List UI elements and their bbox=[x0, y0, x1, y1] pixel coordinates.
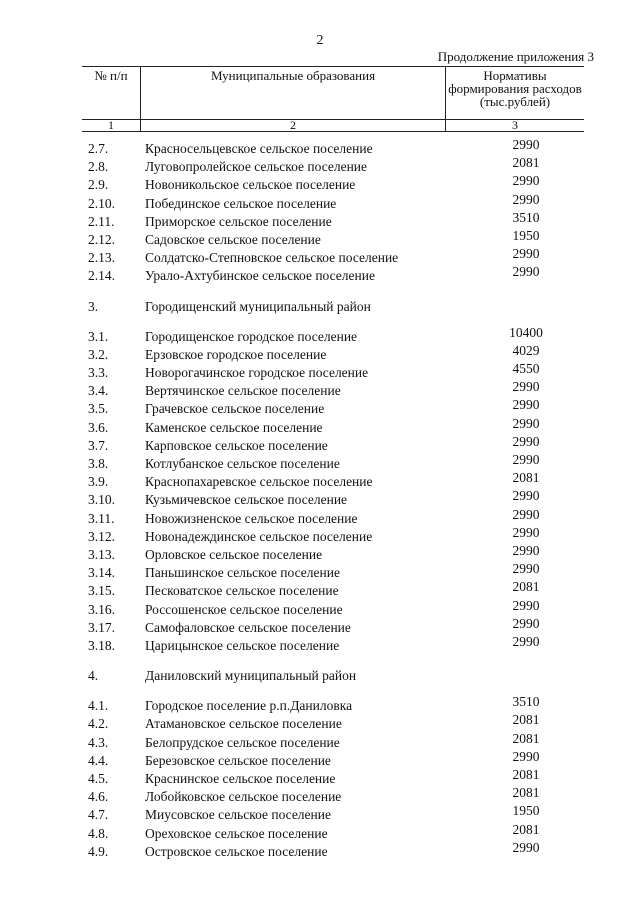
section-number: 4. bbox=[88, 668, 99, 684]
norm-value: 2990 bbox=[512, 137, 540, 152]
row-number: 4.4. bbox=[88, 752, 109, 768]
municipality-name: Городское поселение р.п.Даниловка bbox=[145, 698, 353, 714]
municipality-name: Атамановское сельское поселение bbox=[145, 716, 342, 732]
table-row bbox=[0, 633, 640, 655]
row-number: 3.9. bbox=[88, 474, 109, 490]
section-heading-4 bbox=[0, 667, 640, 685]
municipality-name: Белопрудское сельское поселение bbox=[145, 734, 340, 750]
norm-value: 2990 bbox=[512, 542, 540, 558]
norm-value: 2081 bbox=[512, 470, 540, 486]
row-number: 3.12. bbox=[88, 528, 115, 544]
norm-value: 2990 bbox=[512, 561, 540, 577]
row-number: 4.5. bbox=[88, 771, 109, 786]
row-number: 3.2. bbox=[88, 346, 109, 362]
norm-value: 2081 bbox=[512, 821, 540, 837]
norm-value: 1950 bbox=[512, 803, 540, 819]
norm-value: 2990 bbox=[512, 524, 540, 540]
municipality-name: Березовское сельское поселение bbox=[145, 752, 331, 768]
row-number: 3.18. bbox=[88, 637, 115, 653]
row-number: 3.16. bbox=[88, 601, 115, 617]
norm-value: 2990 bbox=[512, 452, 540, 467]
header-municipality-col: Муниципальные образования bbox=[141, 67, 446, 120]
municipality-name: Новоникольское сельское поселение bbox=[145, 177, 356, 193]
norm-value: 2990 bbox=[512, 191, 540, 207]
municipality-name: Побединское сельское поселение bbox=[145, 195, 337, 211]
municipality-name: Урало-Ахтубинское сельское поселение bbox=[145, 268, 375, 284]
norm-value: 2990 bbox=[512, 506, 540, 522]
municipality-name: Ореховское сельское поселение bbox=[145, 825, 328, 841]
continuation-note: Продолжение приложения 3 bbox=[437, 49, 594, 64]
municipality-name: Луговопролейское сельское поселение bbox=[145, 159, 368, 175]
row-number: 4.9. bbox=[88, 843, 109, 859]
municipality-name: Орловское сельское поселение bbox=[145, 546, 323, 562]
row-number: 2.8. bbox=[88, 159, 109, 175]
row-number: 3.8. bbox=[88, 456, 109, 471]
row-number: 2.14. bbox=[88, 268, 115, 284]
row-number: 2.11. bbox=[88, 213, 115, 229]
row-number: 3.17. bbox=[88, 619, 115, 635]
municipality-name: Вертячинское сельское поселение bbox=[145, 383, 341, 399]
row-number: 3.10. bbox=[88, 492, 115, 508]
municipality-name: Котлубанское сельское поселение bbox=[145, 456, 340, 471]
row-number: 2.13. bbox=[88, 250, 115, 266]
header-number-col: № п/п bbox=[82, 67, 141, 120]
section-heading-3 bbox=[0, 298, 640, 316]
table-row bbox=[0, 264, 640, 285]
row-number: 3.6. bbox=[88, 419, 109, 435]
norm-value: 2081 bbox=[512, 767, 540, 782]
municipality-name: Солдатско-Степновское сельское поселение bbox=[145, 250, 399, 266]
header-index-3: 3 bbox=[446, 120, 585, 132]
norm-value: 2990 bbox=[512, 633, 540, 649]
row-number: 3.14. bbox=[88, 565, 115, 581]
row-number: 4.1. bbox=[88, 698, 109, 714]
municipality-name: Каменское сельское поселение bbox=[145, 419, 323, 435]
norm-value: 4550 bbox=[512, 361, 540, 377]
municipality-name: Краснопахаревское сельское поселение bbox=[145, 474, 373, 490]
municipality-name: Новорогачинское городское поселение bbox=[145, 365, 369, 381]
row-number: 4.7. bbox=[88, 807, 109, 823]
norm-value: 2990 bbox=[512, 433, 540, 449]
header-index-1: 1 bbox=[82, 120, 141, 132]
table-header bbox=[82, 66, 584, 132]
row-number: 4.6. bbox=[88, 789, 109, 805]
row-number: 3.1. bbox=[88, 328, 109, 344]
municipality-name: Песковатское сельское поселение bbox=[145, 583, 339, 599]
municipality-name: Ерзовское городское поселение bbox=[145, 346, 327, 362]
row-number: 2.10. bbox=[88, 195, 115, 211]
municipality-name: Новожизненское сельское поселение bbox=[145, 510, 358, 526]
municipality-name: Островское сельское поселение bbox=[145, 843, 328, 859]
municipality-name: Самофаловское сельское поселение bbox=[145, 619, 351, 635]
municipality-name: Городищенское городское поселение bbox=[145, 328, 358, 344]
page-number: 2 bbox=[316, 33, 324, 48]
table-body bbox=[0, 137, 640, 861]
municipality-name: Кузьмичевское сельское поселение bbox=[145, 492, 348, 508]
municipality-name: Грачевское сельское поселение bbox=[145, 401, 325, 417]
norm-value: 2990 bbox=[512, 246, 540, 262]
row-group-3 bbox=[0, 324, 640, 655]
municipality-name: Россошенское сельское поселение bbox=[145, 601, 343, 617]
municipality-name: Лобойковское сельское поселение bbox=[145, 789, 342, 805]
norm-value: 2081 bbox=[512, 785, 540, 801]
section-title: Даниловский муниципальный район bbox=[145, 668, 357, 684]
section-number: 3. bbox=[88, 298, 99, 314]
row-group-4 bbox=[0, 694, 640, 861]
norm-value: 2990 bbox=[512, 597, 540, 613]
row-number: 4.3. bbox=[88, 734, 109, 750]
row-number: 2.9. bbox=[88, 177, 109, 193]
row-number: 3.13. bbox=[88, 546, 115, 562]
municipality-name: Царицынское сельское поселение bbox=[145, 637, 340, 653]
norm-value: 2990 bbox=[512, 415, 540, 431]
row-number: 2.12. bbox=[88, 231, 115, 247]
municipality-name: Новонадеждинское сельское поселение bbox=[145, 528, 373, 544]
municipality-name: Паньшинское сельское поселение bbox=[145, 565, 340, 581]
municipality-name: Краснинское сельское поселение bbox=[145, 771, 336, 786]
municipality-name: Приморское сельское поселение bbox=[145, 213, 332, 229]
row-number: 2.7. bbox=[88, 141, 109, 156]
norm-value: 4029 bbox=[512, 342, 540, 358]
norm-value: 2081 bbox=[512, 730, 540, 746]
row-number: 3.3. bbox=[88, 365, 109, 381]
header-index-2: 2 bbox=[141, 120, 446, 132]
norm-value: 2990 bbox=[512, 615, 540, 631]
municipality-name: Миусовское сельское поселение bbox=[145, 807, 331, 823]
norm-value: 2990 bbox=[512, 839, 540, 855]
norm-value: 2990 bbox=[512, 379, 540, 395]
norm-value: 2081 bbox=[512, 579, 540, 595]
norm-value: 10400 bbox=[509, 324, 543, 340]
row-number: 3.11. bbox=[88, 510, 115, 526]
municipality-name: Садовское сельское поселение bbox=[145, 231, 321, 247]
row-number: 3.7. bbox=[88, 437, 109, 453]
norm-value: 2990 bbox=[512, 264, 540, 280]
norm-value: 2990 bbox=[512, 488, 540, 504]
header-norms-col: Нормативы формирования расходов (тыс.рублей) bbox=[446, 67, 585, 120]
norm-value: 2081 bbox=[512, 712, 540, 728]
norm-value: 2990 bbox=[512, 748, 540, 764]
table-row bbox=[0, 839, 640, 861]
section-title: Городищенский муниципальный район bbox=[145, 298, 371, 314]
norm-value: 1950 bbox=[512, 227, 540, 243]
row-group-2 bbox=[0, 137, 640, 286]
row-number: 3.4. bbox=[88, 383, 109, 399]
row-number: 4.2. bbox=[88, 716, 109, 732]
row-number: 4.8. bbox=[88, 825, 109, 841]
norm-value: 3510 bbox=[512, 209, 540, 225]
norm-value: 3510 bbox=[512, 694, 540, 710]
municipality-name: Карповское сельское поселение bbox=[145, 437, 328, 453]
norm-value: 2990 bbox=[512, 173, 540, 189]
row-number: 3.5. bbox=[88, 401, 109, 417]
norm-value: 2081 bbox=[512, 155, 540, 171]
municipality-name: Красносельцевское сельское поселение bbox=[145, 141, 373, 156]
norm-value: 2990 bbox=[512, 397, 540, 413]
row-number: 3.15. bbox=[88, 583, 115, 599]
